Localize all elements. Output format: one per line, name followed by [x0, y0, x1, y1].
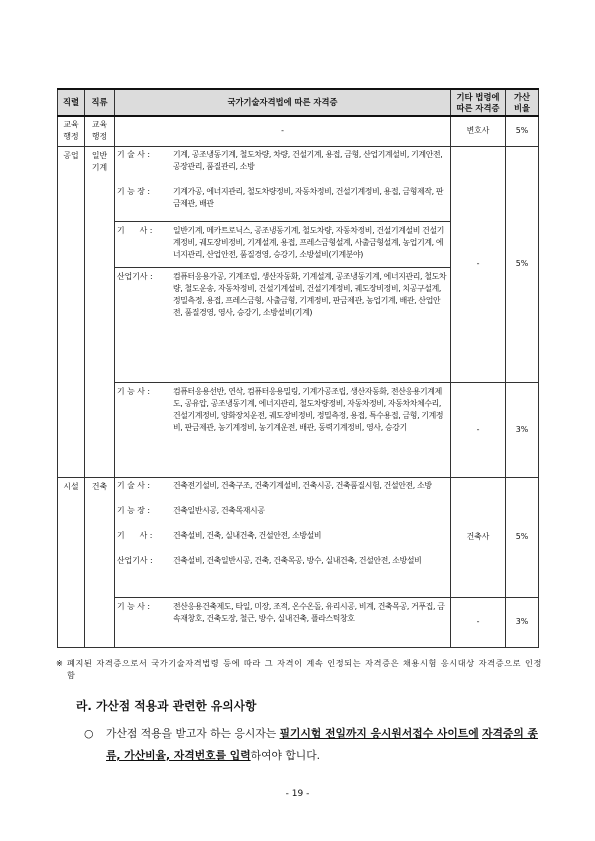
- cell-ratio: 3%: [506, 597, 539, 647]
- cell-other: 변호사: [451, 116, 506, 146]
- header-other-cert: 기타 법령에 따른 자격증: [451, 89, 506, 116]
- cert-list: 전산응용건축제도, 타일, 미장, 조적, 온수온돌, 유리시공, 비계, 건축목공, 거푸집, 금속재창호, 건축도장, 철근, 방수, 실내건축, 플라스틱창호: [173, 601, 445, 623]
- cert-level-label: 기 술 사 :: [117, 480, 151, 490]
- footnote-text: 폐지된 자격증으로서 국가기술자격법령 등에 따라 그 자격이 계속 인정되는 자격증은 채용시험 응시대상 자격증으로 인정함: [67, 658, 542, 680]
- notice-text: [84, 723, 544, 767]
- cert-list: 기계, 공조냉동기계, 철도차량, 차량, 건설기계, 용접, 금형, 산업기계설비, 기계안전, 공장관리, 품질관리, 소방: [173, 149, 443, 171]
- cert-list: 건축설비, 건축일반시공, 건축, 건축목공, 방수, 실내건축, 건설안전, 소방설비: [173, 555, 422, 565]
- cert-level-label: 기 능 사 :: [117, 386, 151, 396]
- cell-cert-list: [115, 382, 451, 477]
- table-row: [58, 382, 539, 477]
- notice-text-lead: 가산점 적용을 받고자 하는 응시자는: [106, 727, 280, 740]
- table-row: [58, 477, 539, 597]
- notice-emphasis-input: 자격증의 종류, 가산비율, 자격번호를 입력: [106, 727, 538, 762]
- cert-level-label: 기 사 :: [117, 225, 153, 235]
- cell-jikryeol: 시설: [58, 477, 85, 647]
- cell-jikryeol: 공업: [58, 146, 85, 477]
- cert-entry: [115, 267, 450, 321]
- cell-other: 건축사: [451, 477, 506, 597]
- cert-level-label: 기 능 장 :: [117, 505, 151, 515]
- cert-entry: [115, 147, 450, 175]
- cert-level-label: 산업기사 :: [117, 555, 153, 565]
- notice-emphasis-deadline: 필기시험 전일까지 응시원서접수 사이트에: [279, 727, 479, 740]
- cert-entry: [115, 221, 450, 263]
- header-jikryeol: 직렬: [58, 89, 85, 116]
- cert-level-label: 산업기사 :: [117, 271, 153, 281]
- circle-bullet-icon: ○: [84, 727, 94, 740]
- cell-jikryu: 건축: [85, 477, 115, 647]
- cell-jikryu: 교육 행정: [85, 116, 115, 146]
- section-title: 라. 가산점 적용과 관련한 유의사항: [76, 699, 257, 713]
- notice-paragraph: [84, 723, 544, 767]
- cell-other: -: [451, 146, 506, 382]
- reference-mark-icon: ※: [56, 658, 64, 668]
- cert-list: 일반기계, 메카트로닉스, 공조냉동기계, 철도차량, 자동차정비, 건설기계설비 건설기계정비, 궤도장비정비, 기계설계, 용접, 프레스금형설계, 사출금형설계, 농업기계, 에너지관리, 산업안전, 품질경영, 승강기, 소방설비(기계분야): [173, 225, 445, 259]
- cert-entry: [115, 598, 450, 627]
- cell-other: -: [451, 597, 506, 647]
- cert-level-label: 기 사 :: [117, 530, 153, 540]
- cert-list: 컴퓨터응용가공, 기계조립, 생산자동화, 기계설계, 공조냉동기계, 에너지관리, 철도차량, 철도운송, 자동차정비, 건설기계설비, 건설기계정비, 궤도장비정비, 치공구설계, 정밀측정, 용접, 프레스금형, 사출금형, 기계정비, 판금제관, 농업기계, 배관, 산업안전, 품질경영, 영사, 승강기, 소방설비(기계): [173, 271, 447, 317]
- cert-list: 기계가공, 에너지관리, 철도차량정비, 자동차정비, 건설기계정비, 용접, 금형제작, 판금제관, 배관: [173, 186, 444, 208]
- cert-entry: [115, 553, 450, 569]
- cert-list: 건축전기설비, 건축구조, 건축기계설비, 건축시공, 건축품질시험, 건설안전, 소방: [173, 480, 432, 490]
- cert-list: 컴퓨터응용선반, 연삭, 컴퓨터응용밀링, 기계가공조립, 생산자동화, 전산응용기계제도, 공유압, 공조냉동기계, 에너지관리, 철도차량정비, 자동차정비, 자동차차체수리, 건설기계정비, 양화장치운전, 궤도장비정비, 정밀측정, 용접, 특수용접, 금형, 기계정비, 판금제관, 농기계정비, 농기계운전, 배관, 동력기계정비, 영사, 승강기: [173, 386, 444, 432]
- table-row: [58, 146, 539, 382]
- cell-other: -: [451, 382, 506, 477]
- cell-ratio: 3%: [506, 382, 539, 477]
- table-row: [58, 597, 539, 647]
- cell-jikryu: 일반 기계: [85, 146, 115, 477]
- cell-ratio: 5%: [506, 146, 539, 382]
- notice-text-tail: 하여야 합니다.: [250, 749, 321, 762]
- cert-entry: [115, 528, 450, 544]
- header-jikryu: 직류: [85, 89, 115, 116]
- cell-ratio: 5%: [506, 477, 539, 597]
- cell-jikryeol: 교육 행정: [58, 116, 85, 146]
- cell-cert-list: [115, 146, 451, 382]
- cert-entry: [115, 383, 450, 436]
- cell-cert-list: [115, 477, 451, 597]
- cell-cert-list: [115, 597, 451, 647]
- cell-cert: -: [115, 116, 451, 146]
- cert-level-label: 기 능 장 :: [117, 186, 151, 196]
- cert-entry: [115, 503, 450, 519]
- page-number: - 19 -: [285, 789, 310, 799]
- cert-list: 건축일반시공, 건축목재시공: [173, 505, 265, 515]
- bonus-cert-table: [57, 88, 539, 648]
- footnote: [56, 657, 542, 681]
- cert-entry: [115, 478, 450, 494]
- cert-entry: [115, 184, 450, 212]
- header-ratio: 가산 비율: [506, 89, 539, 116]
- table-row: [58, 116, 539, 146]
- cell-ratio: 5%: [506, 116, 539, 146]
- cert-level-label: 기 술 사 :: [117, 149, 151, 159]
- cert-level-label: 기 능 사 :: [117, 601, 151, 611]
- cert-list: 건축설비, 건축, 실내건축, 건설안전, 소방설비: [173, 530, 322, 540]
- header-cert: 국가기술자격법에 따른 자격증: [115, 89, 451, 116]
